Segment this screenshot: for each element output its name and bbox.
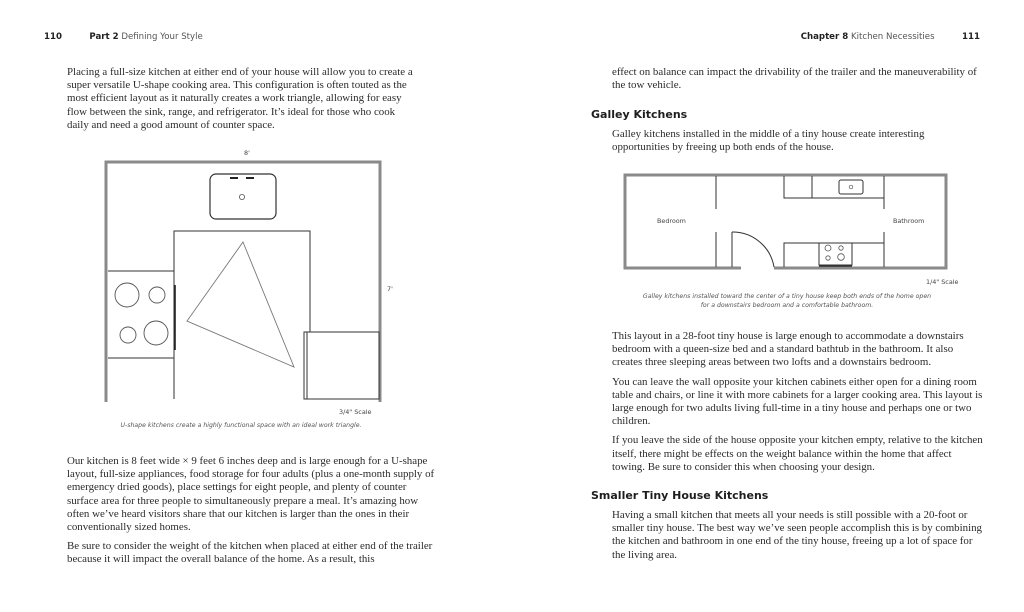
sink [839, 180, 863, 194]
range [115, 283, 175, 350]
chapter-label: Chapter 8 [800, 32, 849, 42]
burner [115, 283, 139, 307]
depth-dimension-label: 7' [387, 285, 393, 293]
paragraph: Placing a full-size kitchen at either end of your house will allow you to create a super versatile U-shape cooking area. This configuration is often touted as the most efficient layout as it naturally creates a work triangle, allowing for easy flow between the sink, range, and refrigerator. It’s ideal for those who cook daily and need a good amount of counter space. [67, 66, 413, 131]
drain-icon [239, 194, 244, 199]
interior-walls [716, 176, 884, 267]
burner [839, 246, 843, 250]
burner [838, 254, 845, 261]
part-title: Defining Your Style [121, 32, 203, 42]
cooktop [825, 245, 844, 260]
section-heading-smaller-kitchens: Smaller Tiny House Kitchens [591, 489, 769, 502]
scale-label: 1/4" Scale [926, 278, 959, 286]
burner [825, 245, 831, 251]
caption-line: Galley kitchens installed toward the center of a tiny house keep both ends of the home open [642, 293, 932, 300]
figure-caption: U-shape kitchens create a highly functional space with an ideal work triangle. [120, 422, 362, 429]
burner [120, 327, 136, 343]
paragraph: This layout in a 28-foot tiny house is large enough to accommodate a downstairs bedroom with a queen-size bed and a standard bathtub in the bathroom. It also creates three sleeping areas between two lofts and a downstairs bedroom. [612, 330, 964, 369]
burner [826, 256, 830, 260]
caption-line: for a downstairs bedroom and a comfortable bathroom. [700, 301, 874, 309]
right-page [512, 0, 1024, 612]
figure-caption [612, 293, 962, 310]
page-number: 111 [962, 32, 980, 42]
drain-icon [849, 185, 853, 189]
part-label: Part 2 [89, 32, 119, 42]
work-triangle [187, 242, 294, 367]
lower-counter [784, 243, 884, 267]
paragraph: effect on balance can impact the drivability of the trailer and the maneuverability of the tow vehicle. [612, 66, 977, 92]
galley-body [612, 330, 984, 480]
counters [108, 231, 310, 399]
door-swing [732, 232, 774, 267]
paragraph: If you leave the side of the house opposite your kitchen empty, relative to the kitchen itself, there might be effects on the weight balance within the home that affect towing. Be sure to consider this when choosing your design. [612, 434, 983, 473]
room-label-bathroom: Bathroom [893, 217, 925, 225]
paragraph: Be sure to consider the weight of the kitchen when placed at either end of the trailer because it will impact the overall balance of the home. As a result, this [67, 540, 433, 566]
body-text [67, 455, 437, 573]
smaller-kitchens-body [612, 509, 987, 568]
upper-counter [784, 176, 884, 198]
paragraph: Our kitchen is 8 feet wide × 9 feet 6 inches deep and is large enough for a U-shape layout, full-size appliances, food storage for four adults (plus a one-month supply of emergency dried goods), place settings for eight people, and plenty of counter surface area for three people to simultaneously prepare a meal. It’s amazing how often we’ve heard visitors share that our kitchen is larger than the ones in their conventionally sized homes. [67, 455, 435, 534]
sink [210, 174, 276, 219]
width-dimension-label: 8' [244, 149, 250, 157]
refrigerator [304, 332, 379, 399]
chapter-title: Kitchen Necessities [850, 32, 935, 42]
section-heading-galley: Galley Kitchens [591, 108, 688, 121]
sink-basin [210, 174, 276, 219]
page-number: 110 [44, 32, 62, 42]
paragraph: Having a small kitchen that meets all your needs is still possible with a 20-foot or smaller tiny house. The best way we’ve seen people accomplish this is by combining the kitchen and bathroom in one end of the tiny house, freeing up a lot of space for the living area. [612, 509, 982, 561]
burner [144, 321, 168, 345]
exterior-walls [106, 162, 380, 402]
scale-label: 3/4" Scale [339, 408, 372, 416]
room-label-bedroom: Bedroom [657, 217, 686, 225]
burner [149, 287, 165, 303]
paragraph: You can leave the wall opposite your kitchen cabinets either open for a dining room table and chairs, or line it with more cabinets for a larger cooking area. This layout is large enough for two adults living full-time in a tiny house and perhaps one or two children. [612, 375, 983, 428]
paragraph: Galley kitchens installed in the middle of a tiny house create interesting opportunities by freeing up both ends of the house. [612, 128, 925, 154]
